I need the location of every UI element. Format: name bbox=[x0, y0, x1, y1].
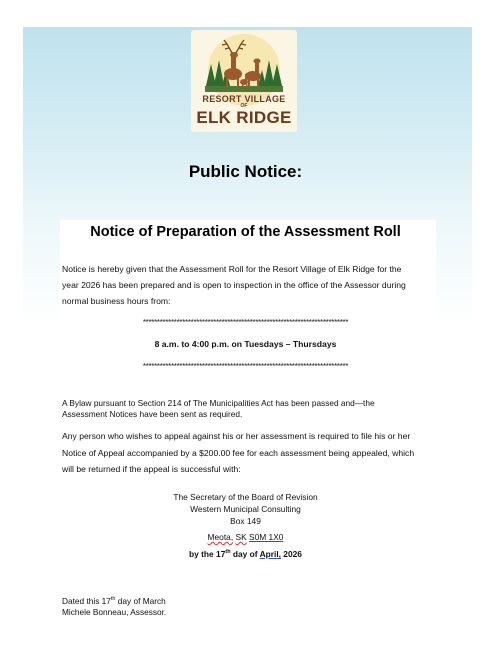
deadline-sup: th bbox=[225, 549, 231, 556]
deadline-middle: day of bbox=[230, 549, 260, 559]
deadline-prefix: by the 17 bbox=[189, 549, 226, 559]
address-city-line bbox=[0, 532, 491, 543]
bylaw-line-1: A Bylaw pursuant to Section 214 of The Municipalities Act has been passed and—the bbox=[62, 398, 375, 408]
logo-line3: ELK RIDGE bbox=[196, 108, 292, 127]
dated-suffix: day of March bbox=[115, 596, 166, 606]
logo-line1: RESORT VILLAGE bbox=[202, 94, 286, 104]
intro-line-3: normal business hours from: bbox=[62, 296, 171, 306]
elk-ridge-logo bbox=[191, 30, 297, 132]
address-line-2: Western Municipal Consulting bbox=[190, 504, 301, 514]
address-line-1: The Secretary of the Board of Revision bbox=[173, 492, 318, 502]
address-line-3: Box 149 bbox=[230, 516, 261, 526]
stars-divider-bottom: ************************************************************************* bbox=[142, 362, 349, 371]
address-city: Meota, bbox=[207, 532, 234, 542]
appeal-line-3: will be returned if the appeal is successful with: bbox=[62, 464, 241, 474]
bylaw-line-2: Assessment Notices have been sent as required. bbox=[62, 409, 243, 419]
dated-sup: th bbox=[110, 596, 116, 603]
intro-line-1: Notice is hereby given that the Assessment Roll for the Resort Village of Elk Ridge for the bbox=[62, 264, 402, 274]
public-notice-title: Public Notice: bbox=[188, 162, 303, 181]
deadline-year: 2026 bbox=[280, 549, 302, 559]
appeal-line-2: Notice of Appeal accompanied by a $200.00 fee for each assessment being appealed, which bbox=[62, 448, 415, 458]
appeal-deadline bbox=[0, 549, 491, 560]
stars-divider-top: ************************************************************************* bbox=[142, 318, 349, 327]
address-postal: S0M 1X0 bbox=[249, 532, 284, 542]
business-hours: 8 a.m. to 4:00 p.m. on Tuesdays – Thursdays bbox=[154, 339, 337, 349]
logo-line2: OF bbox=[240, 103, 248, 109]
appeal-line-1: Any person who wishes to appeal against his or her assessment is required to file his or her bbox=[62, 431, 411, 441]
deadline-month: April, bbox=[259, 549, 281, 559]
address-province: SK bbox=[235, 532, 247, 542]
signer-line: Michele Bonneau, Assessor. bbox=[62, 607, 167, 617]
dated-line bbox=[62, 596, 166, 607]
dated-prefix: Dated this 17 bbox=[62, 596, 111, 606]
notice-heading: Notice of Preparation of the Assessment Roll bbox=[90, 224, 401, 240]
intro-line-2: year 2026 has been prepared and is open to inspection in the office of the Assessor during bbox=[62, 280, 406, 290]
